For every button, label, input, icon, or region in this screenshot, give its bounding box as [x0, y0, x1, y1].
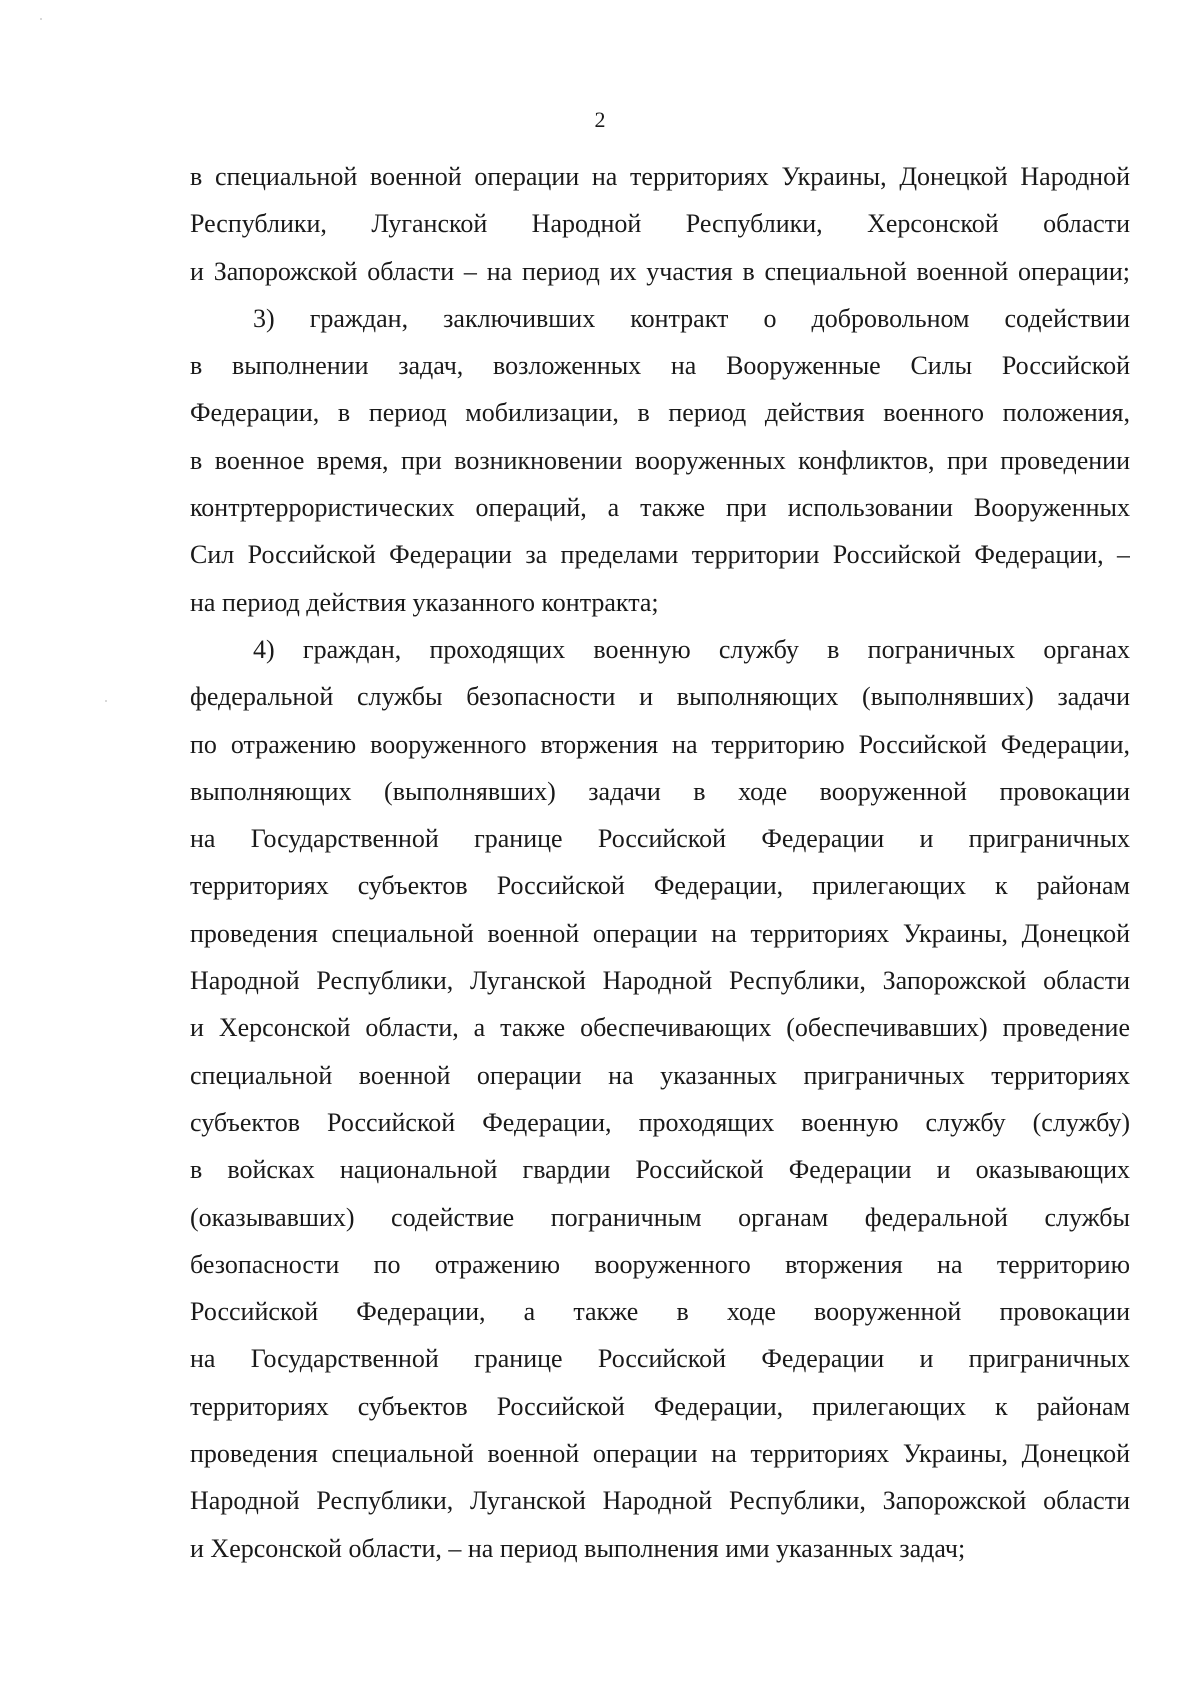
text-line: выполняющих (выполнявших) задачи в ходе вооруженной провокации	[190, 776, 1130, 806]
text-line: Российской Федерации, а также в ходе вооруженной провокации	[190, 1297, 1130, 1327]
text-line: проведения специальной военной операции на территориях Украины, Донецкой	[190, 918, 1130, 948]
text-line: и Херсонской области, – на период выполнения ими указанных задач;	[190, 1533, 966, 1563]
paragraph-item-4	[190, 626, 1130, 1572]
text-line: Народной Республики, Луганской Народной Республики, Запорожской области	[190, 966, 1130, 996]
text-line: по отражению вооруженного вторжения на территорию Российской Федерации,	[190, 729, 1130, 759]
text-line: в военное время, при возникновении вооруженных конфликтов, при проведении	[190, 445, 1130, 475]
page-number: 2	[594, 107, 606, 132]
text-line: безопасности по отражению вооруженного вторжения на территорию	[190, 1249, 1130, 1279]
text-line: в специальной военной операции на территориях Украины, Донецкой Народной	[190, 162, 1130, 191]
text-line: (оказывавших) содействие пограничным органам федеральной службы	[190, 1202, 1130, 1232]
scan-artifact	[40, 18, 42, 20]
text-line: на Государственной границе Российской Федерации и приграничных	[190, 1344, 1130, 1374]
text-line: в войсках национальной гвардии Российской Федерации и оказывающих	[190, 1155, 1130, 1185]
document-body	[190, 153, 1130, 1572]
text-line: федеральной службы безопасности и выполняющих (выполнявших) задачи	[190, 682, 1130, 712]
text-line: Народной Республики, Луганской Народной Республики, Запорожской области	[190, 1486, 1130, 1516]
text-line: на Государственной границе Российской Федерации и приграничных	[190, 824, 1130, 854]
text-line: проведения специальной военной операции на территориях Украины, Донецкой	[190, 1439, 1130, 1469]
text-line: 4) граждан, проходящих военную службу в пограничных органах	[253, 634, 1130, 664]
text-line: территориях субъектов Российской Федерации, прилегающих к районам	[190, 871, 1130, 901]
text-line: субъектов Российской Федерации, проходящих военную службу (службу)	[190, 1107, 1130, 1137]
paragraph-item-3	[190, 295, 1130, 626]
text-line: в выполнении задач, возложенных на Вооруженные Силы Российской	[190, 351, 1130, 381]
text-line: Федерации, в период мобилизации, в период действия военного положения,	[190, 398, 1130, 428]
text-line: территориях субъектов Российской Федерации, прилегающих к районам	[190, 1391, 1130, 1421]
scan-artifact	[105, 700, 107, 702]
text-line: Сил Российской Федерации за пределами территории Российской Федерации, –	[190, 540, 1130, 570]
text-line: и Херсонской области, а также обеспечивающих (обеспечивавших) проведение	[190, 1013, 1130, 1043]
text-line: контртеррористических операций, а также при использовании Вооруженных	[190, 493, 1130, 523]
text-line: на период действия указанного контракта;	[190, 587, 659, 617]
text-line: и Запорожской области – на период их участия в специальной военной операции;	[190, 256, 1130, 286]
text-line: специальной военной операции на указанных приграничных территориях	[190, 1060, 1130, 1090]
text-line: Республики, Луганской Народной Республики, Херсонской области	[190, 209, 1130, 239]
paragraph-continuation	[190, 153, 1130, 295]
text-line: 3) граждан, заключивших контракт о добровольном содействии	[253, 303, 1130, 333]
